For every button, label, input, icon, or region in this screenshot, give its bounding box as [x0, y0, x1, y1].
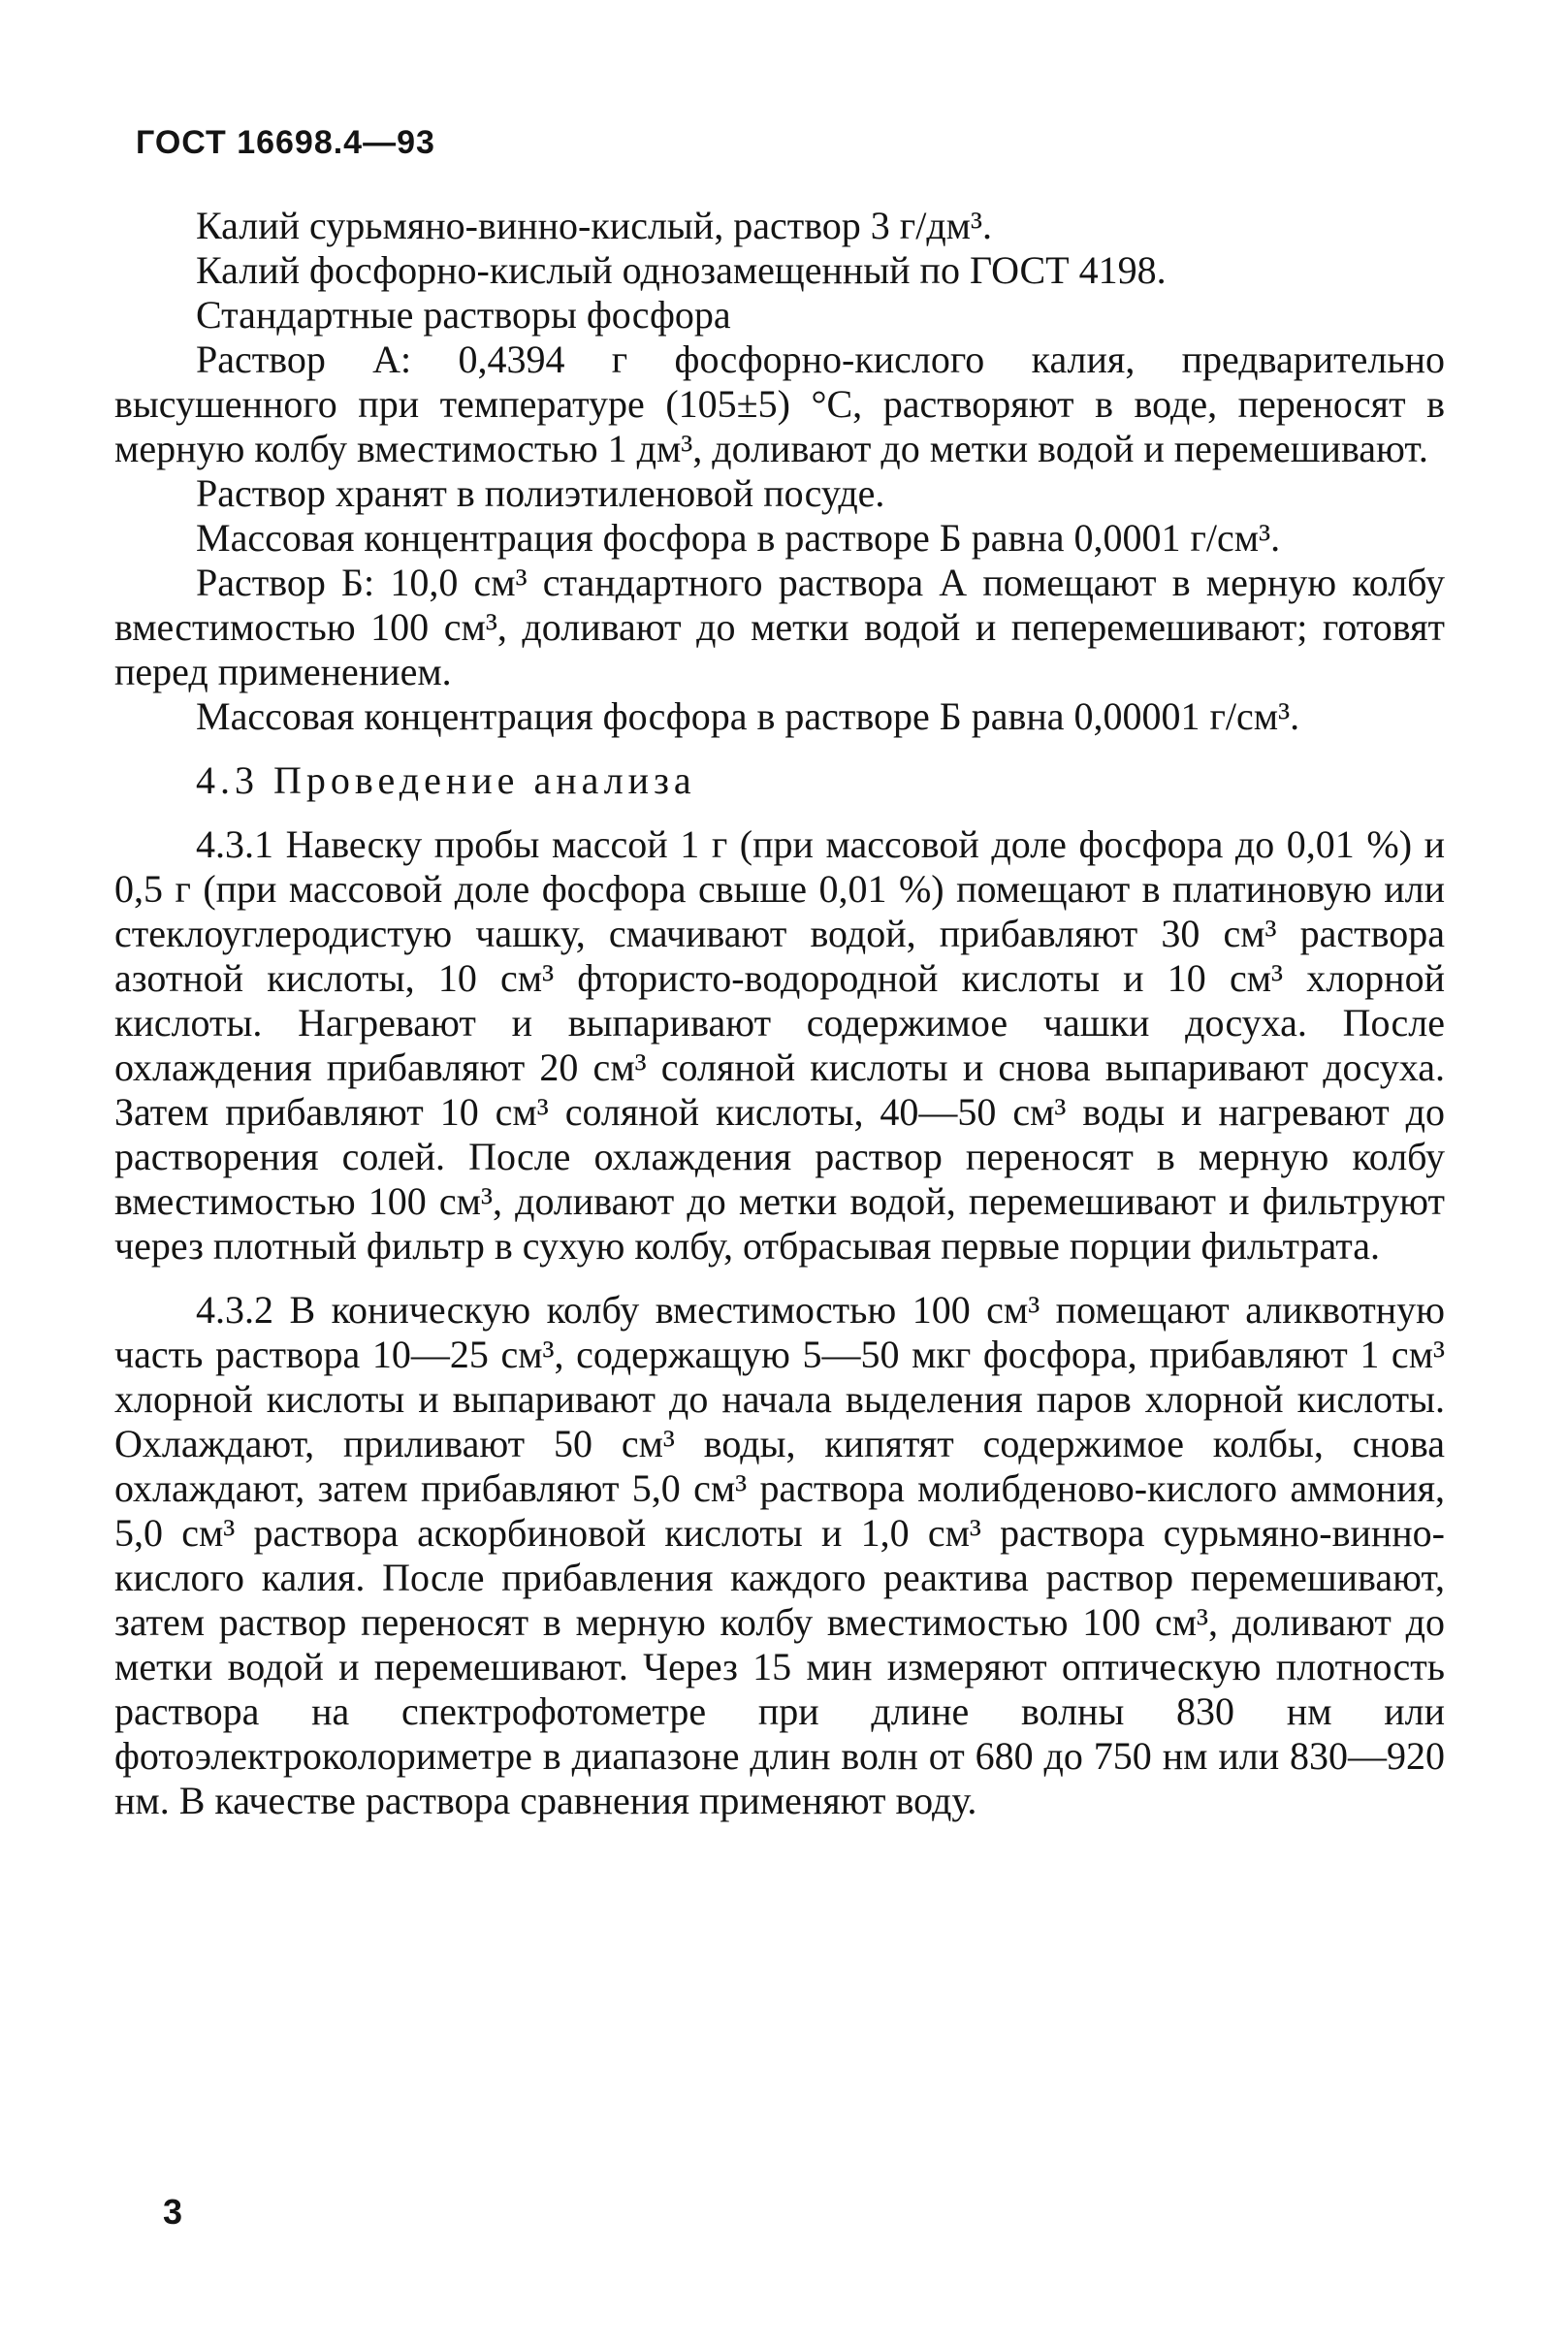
paragraph-solution-a: Раствор А: 0,4394 г фосфорно-кислого калия, предварительно высушенного при температуре (105±5) °С, растворяют в воде, переносят в мерную колбу вместимостью 1 дм³, доливают до метки водой и перемешивают. — [114, 338, 1445, 470]
section-title: 4.3 Проведение анализа — [196, 758, 696, 802]
paragraph-concentration-a: Массовая концентрация фосфора в растворе Б равна 0,0001 г/см³. — [196, 516, 1281, 560]
paragraph-solution-b: Раствор Б: 10,0 см³ стандартного раствора А помещают в мерную колбу вместимостью 100 см³, доливают до метки водой и пеперемешивают; готовят перед применением. — [114, 561, 1445, 693]
document-header: ГОСТ 16698.4—93 — [136, 124, 435, 161]
paragraph-storage: Раствор хранят в полиэтиленовой посуде. — [196, 471, 885, 515]
paragraph-reagent-phosphate: Калий фосфорно-кислый однозамещенный по ГОСТ 4198. — [196, 248, 1167, 292]
document-body — [114, 204, 1445, 1823]
paragraph-step-4-3-2: 4.3.2 В коническую колбу вместимостью 100 см³ помещают аликвотную часть раствора 10—25 см³, содержащую 5—50 мкг фосфора, прибавляют 1 см³ хлорной кислоты и выпаривают до начала выделения паров хлорной кислоты. Охлаждают, приливают 50 см³ воды, кипятят содержимое колбы, снова охлаждают, затем прибавляют 5,0 см³ раствора молибденово-кислого аммония, 5,0 см³ раствора аскорбиновой кислоты и 1,0 см³ раствора сурьмяно-винно-кислого калия. После прибавления каждого реактива раствор перемешивают, затем раствор переносят в мерную колбу вместимостью 100 см³, доливают до метки водой и перемешивают. Через 15 мин измеряют оптическую плотность раствора на спектрофотометре при длине волны 830 нм или фотоэлектроколориметре в диапазоне длин волн от 680 до 750 нм или 830—920 нм. В качестве раствора сравнения применяют воду. — [114, 1288, 1445, 1822]
page-number: 3 — [163, 2192, 183, 2232]
paragraph-step-4-3-1: 4.3.1 Навеску пробы массой 1 г (при массовой доле фосфора до 0,01 %) и 0,5 г (при массовой доле фосфора свыше 0,01 %) помещают в платиновую или стеклоуглеродистую чашку, смачивают водой, прибавляют 30 см³ раствора азотной кислоты, 10 см³ фтористо-водородной кислоты и 10 см³ хлорной кислоты. Нагревают и выпаривают содержимое чашки досуха. После охлаждения прибавляют 20 см³ соляной кислоты и снова выпаривают досуха. Затем прибавляют 10 см³ соляной кислоты, 40—50 см³ воды и нагревают до растворения солей. После охлаждения раствор переносят в мерную колбу вместимостью 100 см³, доливают до метки водой, перемешивают и фильтруют через плотный фильтр в сухую колбу, отбрасывая первые порции фильтрата. — [114, 822, 1445, 1268]
paragraph-concentration-b: Массовая концентрация фосфора в растворе Б равна 0,00001 г/см³. — [196, 694, 1300, 738]
paragraph-reagent-antimony: Калий сурьмяно-винно-кислый, раствор 3 г/дм³. — [196, 204, 992, 247]
paragraph-standard-solutions: Стандартные растворы фосфора — [196, 293, 731, 337]
